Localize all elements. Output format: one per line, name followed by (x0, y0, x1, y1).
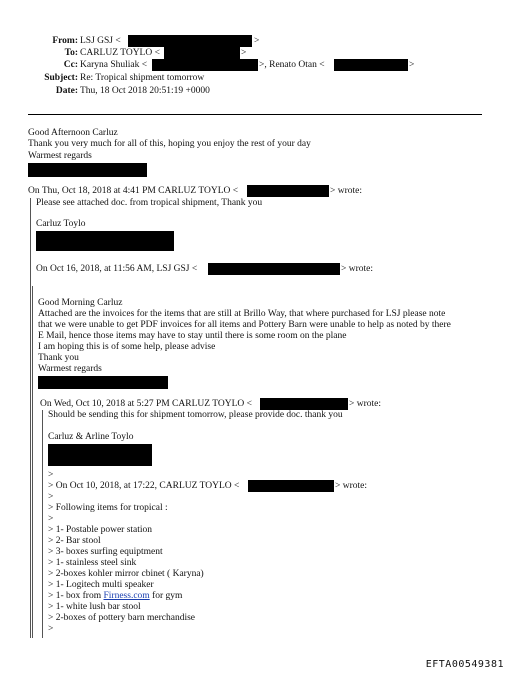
to-end: > (241, 48, 247, 58)
list-item: > 2-boxes kohler mirror cbinet ( Karyna) (48, 569, 204, 579)
redaction (152, 59, 258, 71)
quote-attribution-end: > wrote: (341, 264, 374, 274)
quote-marker: > (48, 624, 54, 634)
quote-bar (32, 286, 33, 638)
redaction (128, 35, 252, 47)
body-signoff: Warmest regards (28, 151, 92, 161)
quote-greeting: Good Morning Carluz (38, 298, 123, 308)
list-item-text: for gym (149, 591, 183, 601)
date-value: Thu, 18 Oct 2018 20:51:19 +0000 (80, 86, 210, 96)
to-label: To: (64, 48, 78, 58)
list-item: > 1- Logitech multi speaker (48, 580, 154, 590)
list-item: > 2- Bar stool (48, 536, 101, 546)
redaction (334, 59, 408, 71)
date-label: Date: (55, 86, 78, 96)
quote-attribution-end: > wrote: (349, 399, 382, 409)
quote-line: Should be sending this for shipment tomorrow, please provide doc. thank you (48, 410, 343, 420)
quote-line: > Following items for tropical : (48, 503, 168, 513)
redaction (260, 398, 348, 410)
quote-signature: Carluz Toylo (36, 219, 86, 229)
quote-marker: > (48, 514, 54, 524)
redaction (247, 185, 329, 197)
quote-signature: Carluz & Arline Toylo (48, 432, 134, 442)
quote-bar (42, 410, 43, 638)
quote-line: Please see attached doc. from tropical shipment, Thank you (36, 198, 263, 208)
quote-marker: > (48, 492, 54, 502)
list-item: > 1- Postable power station (48, 525, 153, 535)
list-item: > 1- stainless steel sink (48, 558, 137, 568)
quote-line: that we were unable to get PDF invoices for all items and Pottery Barn were unable to help as noted by there (38, 320, 451, 330)
list-item-text: > 1- box from (48, 591, 104, 601)
cc-end: > (409, 60, 415, 70)
subject-value: Re: Tropical shipment tomorrow (80, 73, 205, 83)
from-label: From: (52, 36, 78, 46)
cc-value: Karyna Shuliak < (80, 60, 148, 70)
redaction (38, 376, 168, 389)
body-greeting: Good Afternoon Carluz (28, 128, 118, 138)
quote-attribution: On Oct 16, 2018, at 11:56 AM, LSJ GSJ < (36, 264, 198, 274)
list-item: > 1- white lush bar stool (48, 602, 141, 612)
quote-marker: > (48, 470, 54, 480)
from-value: LSJ GSJ < (80, 36, 121, 46)
document-id: EFTA00549381 (425, 659, 504, 670)
from-end: > (254, 36, 260, 46)
redaction (36, 231, 174, 251)
redaction (208, 263, 340, 275)
list-item: > 2-boxes of pottery barn merchandise (48, 613, 196, 623)
quote-line: I am hoping this is of some help, please advise (38, 342, 216, 352)
quote-attribution-end: > wrote: (335, 481, 368, 491)
to-value: CARLUZ TOYLO < (80, 48, 160, 58)
redaction (248, 480, 334, 492)
quote-bar (30, 198, 31, 638)
redaction (48, 444, 152, 466)
cc-mid: >, Renato Otan < (259, 60, 325, 70)
quote-line: Attached are the invoices for the items that are still at Brillo Way, that where purchased for LSJ please note (38, 309, 446, 319)
quote-attribution: On Thu, Oct 18, 2018 at 4:41 PM CARLUZ TOYLO < (28, 186, 239, 196)
list-item (48, 591, 182, 602)
quote-attribution: On Wed, Oct 10, 2018 at 5:27 PM CARLUZ TOYLO < (40, 399, 253, 409)
firness-link[interactable]: Firness.com (103, 591, 150, 601)
body-line: Thank you very much for all of this, hoping you enjoy the rest of your day (28, 139, 311, 149)
quote-attribution-end: > wrote: (330, 186, 363, 196)
redaction (28, 163, 147, 177)
quote-line: E Mail, hence those items may have to stay until there is some room on the plane (38, 331, 347, 341)
quote-line: Warmest regards (38, 364, 102, 374)
list-item: > 3- boxes surfing equiptment (48, 547, 163, 557)
header-divider (28, 114, 482, 115)
cc-label: Cc: (63, 60, 78, 70)
redaction (164, 47, 240, 59)
quote-line: Thank you (38, 353, 79, 363)
quote-attribution: > On Oct 10, 2018, at 17:22, CARLUZ TOYLO < (48, 481, 240, 491)
subject-label: Subject: (44, 73, 78, 83)
